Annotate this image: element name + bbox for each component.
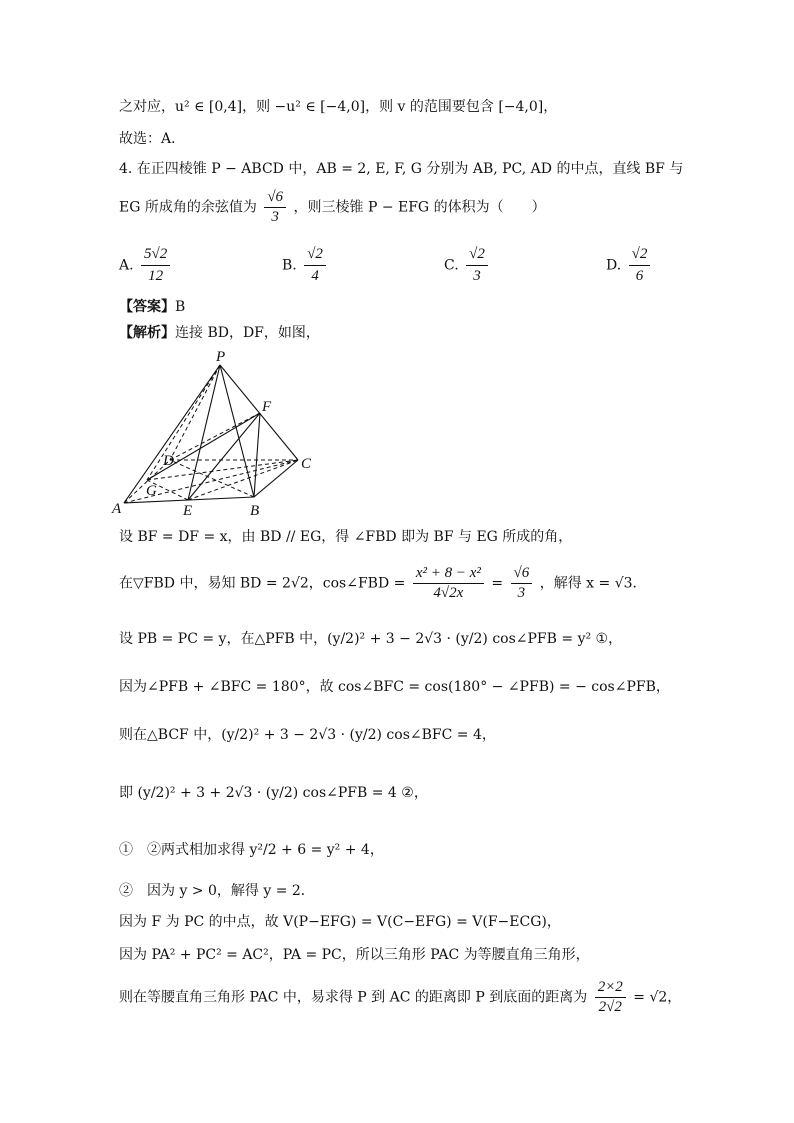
cosine-fraction-denominator: 3: [271, 209, 279, 225]
solution-line-3: 设 PB = PC = y，在△PFB 中，(y/2)² + 3 − 2√3 · (y/2) cos∠PFB = y² ①，: [119, 631, 623, 647]
option-c-fraction: [466, 246, 488, 285]
solution-line-11-post: = √2，: [633, 989, 682, 1006]
solution-line-11: [119, 980, 681, 1015]
option-c-denominator: 3: [473, 268, 481, 284]
text-line-1: 之对应，u² ∈ [0,4]，则 −u² ∈ [−4,0]，则 v 的范围要包含 [−4,0]，: [119, 99, 558, 115]
label-a: A: [112, 501, 122, 517]
solution-line-1: 设 BF = DF = x，由 BD // EG，得 ∠FBD 即为 BF 与 EG 所成的角，: [119, 529, 573, 545]
solution-line-9: 因为 F 为 PC 的中点，故 V(P−EFG) = V(C−EFG) = V(F−ECG)，: [119, 914, 561, 930]
option-b-label: B.: [282, 257, 297, 274]
diagonal-bd: [170, 460, 254, 497]
option-a-label: A.: [119, 257, 134, 274]
solution-line-5: 则在△BCF 中，(y/2)² + 3 − 2√3 · (y/2) cos∠BFC = 4，: [119, 727, 496, 743]
option-d-fraction: [629, 246, 651, 285]
option-b-fraction: [304, 246, 326, 285]
option-a: [119, 246, 173, 285]
option-a-denominator: 12: [148, 268, 164, 284]
answer-label: 【答案】: [119, 299, 175, 315]
segment-df: [170, 413, 260, 460]
question-4-line-1: 4. 在正四棱锥 P − ABCD 中，AB = 2, E, F, G 分别为 AB, PC, AD 的中点，直线 BF 与: [119, 161, 684, 177]
option-d-numerator: √2: [629, 246, 651, 266]
option-d-label: D.: [606, 257, 622, 274]
question-4-line-2: [119, 190, 546, 225]
option-d: [606, 246, 653, 285]
option-d-denominator: 6: [635, 268, 644, 284]
cos-fbd-numerator: x² + 8 − x²: [413, 566, 484, 584]
solution-line-7: ① ②两式相加求得 y²/2 + 6 = y² + 4，: [119, 842, 384, 858]
label-e: E: [183, 503, 193, 519]
solution-line-6: 即 (y/2)² + 3 + 2√3 · (y/2) cos∠PFB = 4 ②，: [119, 785, 428, 801]
cos-fbd-fraction: [413, 566, 484, 601]
edge-pd: [170, 365, 220, 460]
cosine-fraction-numerator: √6: [264, 190, 286, 208]
edge-pa: [124, 365, 220, 503]
label-f: F: [262, 399, 272, 415]
label-c: C: [301, 456, 312, 472]
question-4-line-2-post: ，则三棱锥 P − EFG 的体积为（ ）: [293, 199, 546, 216]
solution-line-4: 因为∠PFB + ∠BFC = 180°，故 cos∠BFC = cos(180° − ∠PFB) = − cos∠PFB，: [119, 679, 670, 695]
cos-value-fraction: [511, 566, 533, 601]
pyramid-figure: [110, 345, 330, 520]
option-c: [444, 246, 491, 285]
option-b-numerator: √2: [304, 246, 326, 266]
solution-line-11-pre: 则在等腰直角三角形 PAC 中，易求得 P 到 AC 的距离即 P 到底面的距离为: [119, 989, 588, 1006]
analysis-line: [119, 326, 320, 340]
analysis-text: 连接 BD，DF，如图，: [175, 325, 320, 341]
answer-line: [119, 300, 185, 314]
edge-pb: [220, 365, 254, 497]
solution-line-2-equals: =: [491, 575, 504, 592]
solution-line-2: [119, 566, 647, 601]
distance-numerator: 2×2: [595, 980, 626, 998]
segment-bf: [254, 413, 260, 497]
cos-value-numerator: √6: [511, 566, 533, 584]
segment-pg: [147, 365, 220, 480]
text-line-2: 故选：A．: [119, 131, 186, 147]
option-a-numerator: 5√2: [141, 246, 170, 266]
label-d: D: [163, 453, 174, 469]
solution-line-8: ② 因为 y > 0，解得 y = 2．: [119, 883, 315, 899]
option-b: [282, 246, 329, 285]
option-a-fraction: [141, 246, 170, 285]
label-g: G: [146, 483, 157, 499]
solution-line-2-pre: 在▽FBD 中，易知 BD = 2√2，cos∠FBD =: [119, 575, 406, 592]
solution-line-10: 因为 PA² + PC² = AC²，PA = PC，所以三角形 PAC 为等腰直角三角形，: [119, 947, 590, 963]
label-b: B: [250, 503, 260, 519]
distance-fraction: [595, 980, 626, 1015]
answer-value: B: [175, 299, 186, 315]
option-b-denominator: 4: [311, 268, 319, 284]
cos-value-denominator: 3: [517, 585, 526, 601]
cos-fbd-denominator: 4√2x: [433, 585, 464, 601]
option-c-numerator: √2: [466, 246, 488, 266]
label-p: P: [216, 349, 226, 365]
analysis-label: 【解析】: [119, 325, 175, 341]
solution-line-2-post: ，解得 x = √3．: [539, 575, 647, 592]
question-4-line-2-pre: EG 所成角的余弦值为: [119, 199, 257, 216]
distance-denominator: 2√2: [598, 999, 622, 1015]
option-c-label: C.: [444, 257, 459, 274]
cosine-fraction: [264, 190, 286, 225]
